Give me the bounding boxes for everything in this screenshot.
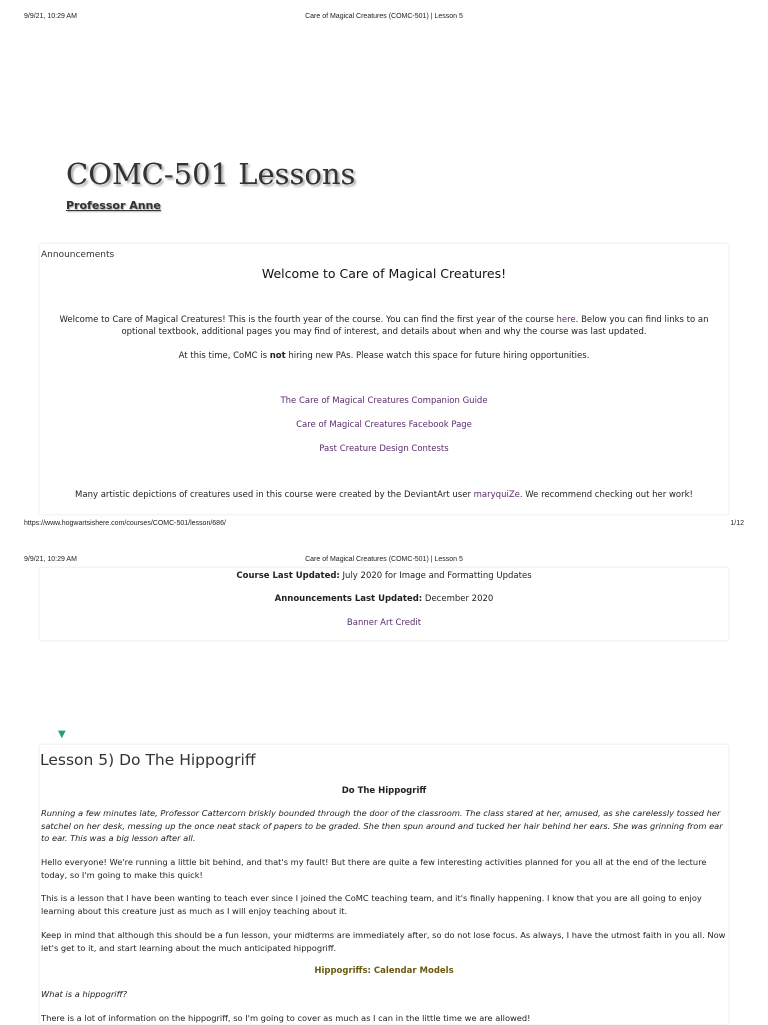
announcements-last-updated: Announcements Last Updated: December 2020 (274, 594, 494, 604)
print-title-2: Care of Magical Creatures (COMC-501) | Lesson 5 (305, 556, 463, 563)
lesson-paragraph: Keep in mind that although this should be a fun lesson, your midterms are immediately after, so do not lose focus. As always, I have the utmost faith in you all. Now let's get to it, and start learning about the much anticipated hippogriff. (41, 930, 726, 953)
maryquize-link[interactable]: maryquiZe (473, 490, 520, 500)
print-url: https://www.hogwartsishere.com/courses/COMC-501/lesson/686/ (24, 520, 226, 527)
lesson-paragraph: Hello everyone! We're running a little bit behind, and that's my fault! But there are quite a few interesting activities planned for you all at the end of the lecture today, so I'm going to make this quick! (41, 857, 707, 880)
section-question: What is a hippogriff? (41, 989, 127, 999)
lesson-intro-story: Running a few minutes late, Professor Cattercorn briskly bounded through the door of the classroom. The class stared at her, amused, as she carelessly tossed her satchel on her desk, messing up the once neat stack of papers to be graded. She then spun around and tucked her hair behind her ears. She was grinning from ear to ear. This was a big lesson after all. (41, 808, 723, 843)
first-year-link[interactable]: here (556, 315, 576, 325)
lesson-paragraph: This is a lesson that I have been wanting to teach ever since I joined the CoMC teaching team, and it's finally happening. I know that you are all going to enjoy learning about this creature just as much as I will enjoy teaching about it. (41, 893, 702, 916)
welcome-intro: Welcome to Care of Magical Creatures! This is the fourth year of the course. You can find the first year of the course here. Below you can find links to an optional textbook, additional pages you may find of interest, and details about when and why the course was last updated. (59, 315, 709, 337)
site-title: COMC-501 Lessons (66, 157, 356, 191)
course-last-updated: Course Last Updated: July 2020 for Image and Formatting Updates (236, 571, 532, 581)
professor-link[interactable]: Professor Anne (66, 199, 161, 212)
companion-guide-link[interactable]: The Care of Magical Creatures Companion Guide (280, 396, 488, 406)
announcements-card-continued (40, 568, 728, 640)
site-favicon-icon: ▼ (58, 729, 66, 740)
print-datetime-2: 9/9/21, 10:29 AM (24, 556, 77, 563)
lesson-subtitle: Do The Hippogriff (341, 786, 427, 796)
welcome-title: Welcome to Care of Magical Creatures! (261, 266, 507, 281)
print-page-number: 1/12 (730, 520, 744, 527)
banner-art-credit-link[interactable]: Banner Art Credit (346, 618, 422, 628)
hiring-notice: At this time, CoMC is not hiring new PAs. Please watch this space for future hiring opportunities. (178, 351, 590, 361)
lesson-heading: Lesson 5) Do The Hippogriff (40, 751, 256, 769)
print-datetime: 9/9/21, 10:29 AM (24, 13, 77, 20)
lesson-card (40, 745, 728, 1024)
section-title: Hippogriffs: Calendar Models (314, 966, 454, 976)
artist-credit: Many artistic depictions of creatures used in this course were created by the DeviantArt user maryquiZe. We recommend checking out her work! (75, 490, 693, 500)
announcements-label: Announcements (41, 250, 115, 260)
design-contests-link[interactable]: Past Creature Design Contests (319, 444, 449, 454)
lesson-paragraph: There is a lot of information on the hippogriff, so I'm going to cover as much as I can in the little time we are allowed! (41, 1013, 531, 1023)
facebook-page-link[interactable]: Care of Magical Creatures Facebook Page (296, 420, 472, 430)
print-title: Care of Magical Creatures (COMC-501) | Lesson 5 (305, 13, 463, 20)
announcements-card (40, 244, 728, 514)
